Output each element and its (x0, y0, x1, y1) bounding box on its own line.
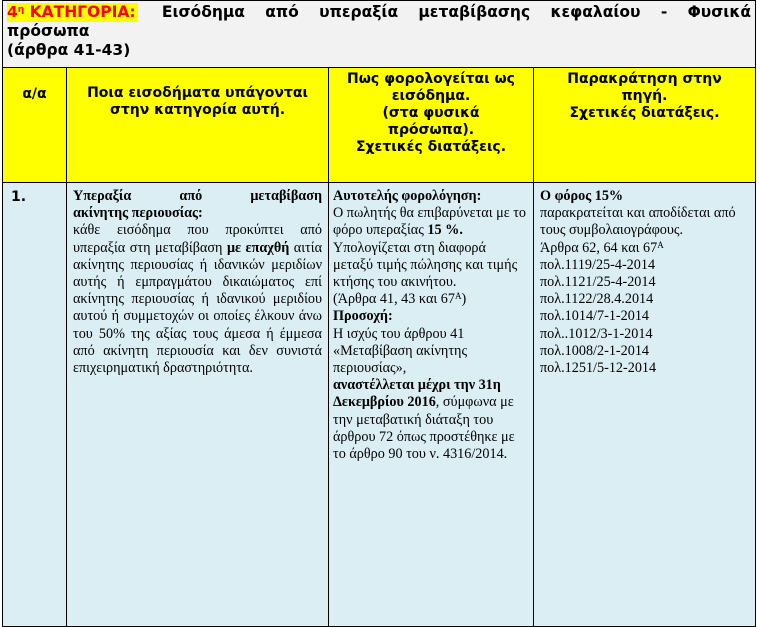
title-line-2: πρόσωπα (7, 22, 90, 40)
header-row (3, 68, 756, 183)
title-line-3: (άρθρα 41-43) (7, 41, 131, 59)
title-word: - (660, 3, 668, 21)
circular-item: πολ.1122/28.4.2014 (540, 291, 654, 308)
taxation-text: Ο πωλητής θα επιβαρύνεται με το φόρο υπεραξίας 15 %. (333, 205, 526, 239)
taxation-articles: (Άρθρα 41, 43 και $67^A$) (333, 291, 467, 308)
suspension-text: αναστέλλεται μέχρι την 31η Δεκεμβρίου 2016, σύμφωνα με την μεταβατική διάταξη του άρθρου 72 όπως προστέθηκε με το άρθρο 90 του ν. 4316/2014. (333, 377, 515, 463)
income-text: κάθε εισόδημα που προκύπτει από υπεραξία στη μεταβίβαση με επαχθή αιτία ακίνητης περιουσίας ή ιδανικών μεριδίων αυτής ή εμπραγμάτου δικαιώματος επί ακίνητης περιουσίας ή ιδανικού μεριδίου αυτού ή συμμετοχών οι οποίες έλκουν άνω του 50% της αξίας τους άμεσα ή έμμεσα από ακίνητη περιουσία και δεν συνιστά επιχειρηματική δραστηριότητα. (73, 222, 323, 377)
document-page (2, 0, 755, 600)
taxation-description: Αυτοτελής φορολόγηση: Ο πωλητής θα επιβαρύνεται με το φόρο υπεραξίας 15 %. Υπολογίζεται στη διαφορά μεταξύ τιμής πώλησης και τιμής κτήσης του ακινήτου. (Άρθρα 41, 43 και $67^A$) Προσοχή: Η ισχύς του άρθρου 41 «Μεταβίβαση ακίνητης περιουσίας», αναστέλλεται μέχρι την 31η Δεκεμβρίου 2016, σύμφωνα με την μεταβατική διάταξη του άρθρου 72 όπως προστέθηκε με το άρθρο 90 του ν. 4316/2014. (329, 183, 534, 627)
income-description: Υπεραξία από μεταβίβαση ακίνητης περιουσίας: κάθε εισόδημα που προκύπτει από υπεραξία στη μεταβίβαση με επαχθή αιτία ακίνητης περιουσίας ή ιδανικών μεριδίων αυτής ή εμπραγμάτου δικαιώματος επί ακίνητης περιουσίας ή ιδανικού μεριδίου αυτού ή συμμετοχών οι οποίες έλκουν άνω του 50% της αξίας τους άμεσα ή έμμεσα από ακίνητη περιουσία και δεν συνιστά επιχειρηματική δραστηριότητα. (67, 183, 329, 627)
header-withholding: Παρακράτηση στην πηγή. Σχετικές διατάξεις. (534, 68, 756, 183)
taxation-heading: Αυτοτελής φορολόγηση: (333, 188, 482, 204)
withholding-heading: Ο φόρος 15% (540, 188, 624, 204)
circular-item: πολ.1251/5-12-2014 (540, 360, 657, 377)
circular-item: πολ.1008/2-1-2014 (540, 342, 650, 359)
header-income-types: Ποια εισοδήματα υπάγονται στην κατηγορία αυτή. (67, 68, 329, 183)
title-word: Εισόδημα (161, 3, 245, 21)
category-label: $4^\eta$ ΚΑΤΗΓΟΡΙΑ: (7, 3, 136, 21)
table-row (3, 183, 756, 627)
withholding-articles: Άρθρα 62, 64 και $67^A$ (540, 239, 664, 256)
circular-item: πολ.1014/7-1-2014 (540, 308, 650, 325)
header-taxation: Πως φορολογείται ως εισόδημα. (στα φυσικά πρόσωπα). Σχετικές διατάξεις. (329, 68, 534, 183)
header-number: α/α (3, 68, 67, 183)
attention-label: Προσοχή: (333, 308, 393, 325)
circular-item: πολ.1119/25-4-2014 (540, 256, 656, 273)
title-word: από (265, 3, 299, 21)
tax-category-table (2, 0, 756, 627)
title-line-1 (7, 3, 751, 22)
income-heading: Υπεραξία από μεταβίβαση (73, 188, 322, 204)
circular-item: πολ..1012/3-1-2014 (540, 325, 653, 342)
row-number: 1. (3, 183, 67, 627)
title-word: Φυσικά (687, 3, 751, 21)
circular-item: πολ.1121/25-4-2014 (540, 274, 656, 291)
title-word: υπεραξία (319, 3, 399, 21)
title-cell (3, 1, 756, 68)
withholding-description: Ο φόρος 15% παρακρατείται και αποδίδεται από τους συμβολαιογράφους. Άρθρα 62, 64 και $67^A$ πολ.1119/25-4-2014 πολ.1121/25-4-2014 πολ.1122/28.4.2014 πολ.1014/7-1-2014 πολ..1012/3-1-2014 πολ.1008/2-1-2014 πολ.1251/5-12-2014 (534, 183, 756, 627)
title-word: κεφαλαίου (550, 3, 641, 21)
title-word: μεταβίβασης (418, 3, 531, 21)
